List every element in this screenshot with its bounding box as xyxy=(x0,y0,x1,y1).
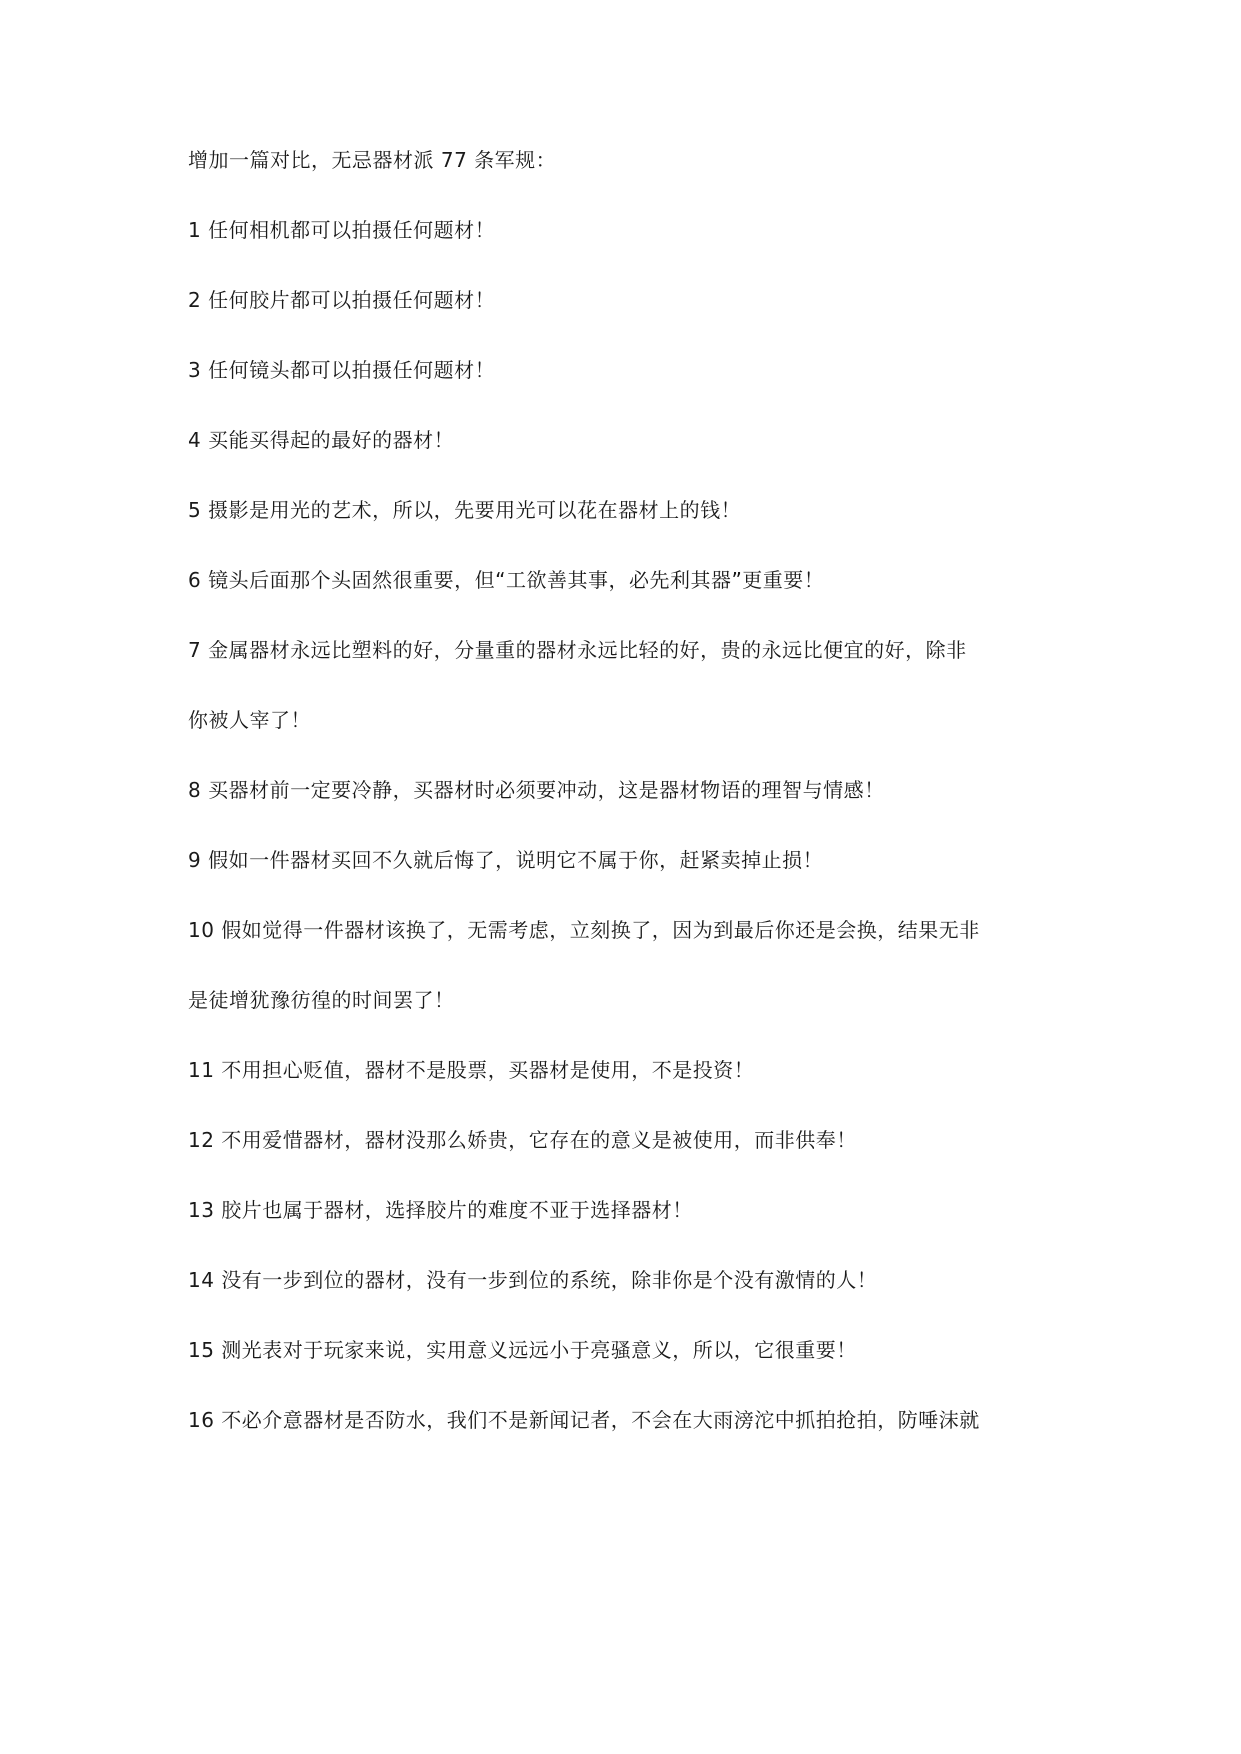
text-line: 9 假如一件器材买回不久就后悔了，说明它不属于你，赶紧卖掉止损！ xyxy=(188,848,824,872)
text-line: 8 买器材前一定要冷静，买器材时必须要冲动，这是器材物语的理智与情感！ xyxy=(188,778,885,802)
text-line: 11 不用担心贬值，器材不是股票，买器材是使用，不是投资！ xyxy=(188,1058,755,1082)
text-line: 4 买能买得起的最好的器材！ xyxy=(188,428,455,452)
text-line: 1 任何相机都可以拍摄任何题材！ xyxy=(188,218,496,242)
document-title: 增加一篇对比，无忌器材派 77 条军规： xyxy=(188,148,557,172)
text-line: 14 没有一步到位的器材，没有一步到位的系统，除非你是个没有激情的人！ xyxy=(188,1268,878,1292)
text-line: 6 镜头后面那个头固然很重要，但“工欲善其事，必先利其器”更重要！ xyxy=(188,568,825,592)
text-line: 5 摄影是用光的艺术，所以，先要用光可以花在器材上的钱！ xyxy=(188,498,742,522)
text-line: 15 测光表对于玩家来说，实用意义远远小于亮骚意义，所以，它很重要！ xyxy=(188,1338,857,1362)
text-line: 3 任何镜头都可以拍摄任何题材！ xyxy=(188,358,496,382)
text-line: 16 不必介意器材是否防水，我们不是新闻记者，不会在大雨滂沱中抓拍抢拍，防唾沫就 xyxy=(188,1408,980,1432)
text-line: 13 胶片也属于器材，选择胶片的难度不亚于选择器材！ xyxy=(188,1198,693,1222)
text-line: 7 金属器材永远比塑料的好，分量重的器材永远比轻的好，贵的永远比便宜的好，除非 xyxy=(188,638,967,662)
text-line: 你被人宰了！ xyxy=(188,708,311,732)
text-line: 12 不用爱惜器材，器材没那么娇贵，它存在的意义是被使用，而非供奉！ xyxy=(188,1128,857,1152)
text-line: 2 任何胶片都可以拍摄任何题材！ xyxy=(188,288,496,312)
text-line: 是徒增犹豫彷徨的时间罢了！ xyxy=(188,988,455,1012)
text-line: 10 假如觉得一件器材该换了，无需考虑，立刻换了，因为到最后你还是会换，结果无非 xyxy=(188,918,980,942)
